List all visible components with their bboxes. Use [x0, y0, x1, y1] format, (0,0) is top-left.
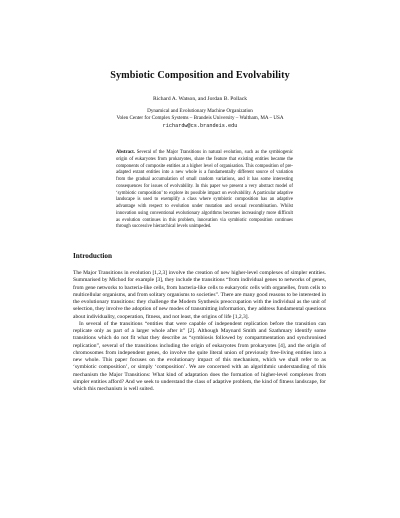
introduction-body	[73, 270, 326, 393]
introduction-paragraph-2: In several of the transitions “entities that were capable of independent replication before the transition can replicate only as part of a larger whole after it” [2]. Although Maynard Smith and Szathmary identify some transitions which do not fit what they describe as “symbiosis followed by compartmentation and synchronised replication”, several of the transitions including the origin of eukaryotes from prokaryotes [4], and the origin of chromosomes from independent genes, do involve the quite literal union of previously free-living entities into a new whole. This paper focuses on the evolutionary impact of this mechanism, which we shall refer to as ‘symbiotic composition’, or simply ‘composition’. We are concerned with an algorithmic understanding of this mechanism the Major Transitions: What kind of adaptation does the formation of higher-level complexes from simpler entities afford? And we seek to understand the class of adaptive problem, the kind of fitness landscape, for which this mechanism is well suited.	[73, 320, 326, 392]
affiliation-line-2: Volen Center for Complex Systems – Brandeis University – Waltham, MA – USA	[116, 115, 284, 121]
introduction-paragraph-1: The Major Transitions in evolution [1,2,3] involve the creation of new higher-level complexes of simpler entities. Summarised by Michod for example [3], they include the transitions “from individual genes to networks of genes, from gene networks to bacteria-like cells, from bacteria-like cells to eukaryotic cells with organelles, from cells to multicellular organisms, and from solitary organisms to societies”. There are many good reasons to be interested in the evolutionary transitions: they challenge the Modern Synthesis preoccupation with the individual as the unit of selection, they involve the adoption of new modes of transmitting information, they address fundamental questions about individuality, cooperation, fitness, and not least, the origins of life [1,2,3].	[73, 270, 326, 320]
section-heading-introduction: Introduction	[73, 252, 113, 260]
abstract-label: Abstract.	[116, 150, 135, 155]
paper-title: Symbiotic Composition and Evolvability	[110, 70, 290, 81]
author-email: richardw@cs.brandeis.edu	[162, 123, 238, 129]
abstract	[116, 150, 293, 231]
abstract-text: Several of the Major Transitions in natural evolution, such as the symbiogenic origin of eukaryotes from prokaryotes, share the feature that existing entities became the components of composite entities at a higher level of organisation. This composition of pre-adapted extant entities into a new whole is a fundamentally different source of variation from the gradual accumulation of small random variations, and it has some interesting consequences for issues of evolvability. In this paper we present a very abstract model of ‘symbiotic composition’ to explore its possible impact on evolvability. A particular adaptive landscape is used to exemplify a class where symbiotic composition has an adaptive advantage with respect to evolution under mutation and sexual recombination. Whilst innovation using conventional evolutionary algorithms becomes increasingly more difficult as evolution continues in this problem, innovation via symbiotic composition continues through successive hierarchical levels unimpeded.	[116, 150, 294, 230]
affiliation-line-1: Dynamical and Evolutionary Machine Organization	[147, 108, 253, 114]
paper-authors: Richard A. Watson, and Jordan B. Pollack	[152, 96, 248, 102]
